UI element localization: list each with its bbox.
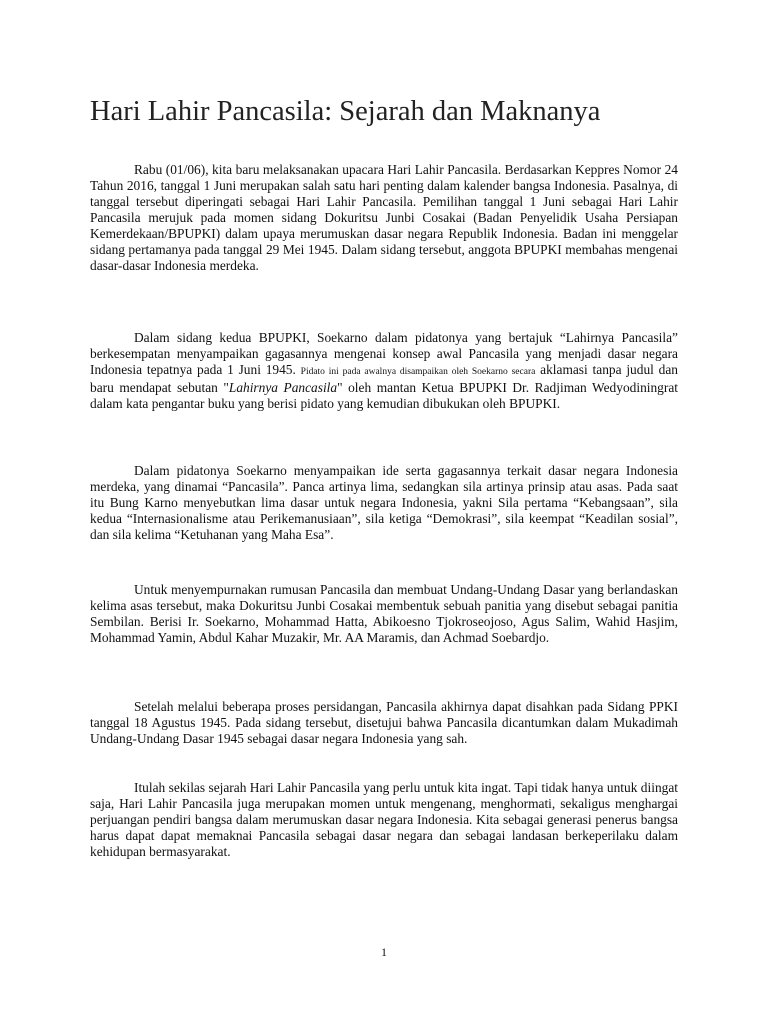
paragraph-3: Dalam pidatonya Soekarno menyampaikan ide serta gagasannya terkait dasar negara Indonesia merdeka, yang dinamai “Pancasila”. Panca artinya lima, sedangkan sila artinya prinsip atau asas. Pada saat itu Bung Karno menyebutkan lima dasar untuk negara Indonesia, yakni Sila pertama “Kebangsaan”, sila kedua “Internasionalisme atau Perikemanusiaan”, sila ketiga “Demokrasi”, sila keempat “Keadilan sosial”, dan sila kelima “Ketuhanan yang Maha Esa”. [90,463,678,542]
paragraph-4: Untuk menyempurnakan rumusan Pancasila dan membuat Undang-Undang Dasar yang berlandaskan kelima asas tersebut, maka Dokuritsu Junbi Cosakai membentuk sebuah panitia yang disebut sebagai panitia Sembilan. Berisi Ir. Soekarno, Mohammad Hatta, Abikoesno Tjokroseojoso, Agus Salim, Wahid Hasjim, Mohammad Yamin, Abdul Kahar Muzakir, Mr. AA Maramis, dan Achmad Soebardjo. [90,582,678,645]
paragraph-2-text-end: " oleh mantan Ketua BPUPKI Dr. Radjiman Wedyodiningrat dalam kata pengantar buku yang berisi pidato yang kemudian dibukukan oleh BPUPKI. [90,380,678,411]
paragraph-1: Rabu (01/06), kita baru melaksanakan upacara Hari Lahir Pancasila. Berdasarkan Keppres Nomor 24 Tahun 2016, tanggal 1 Juni merupakan salah satu hari penting dalam kalender bangsa Indonesia. Pasalnya, di tanggal tersebut diperingati sebagai Hari Lahir Pancasila. Pemilihan tanggal 1 Juni sebagai Hari Lahir Pancasila merujuk pada momen sidang Dokuritsu Junbi Cosakai (Badan Penyelidik Usaha Persiapan Kemerdekaan/BPUPKI) dalam upaya merumuskan dasar negara Republik Indonesia. Badan ini menggelar sidang pertamanya pada tanggal 29 Mei 1945. Dalam sidang tersebut, anggota BPUPKI membahas mengenai dasar-dasar Indonesia merdeka. [90,162,678,273]
paragraph-2-text-middle: aklamasi tanpa judul dan baru mendapat sebutan " [90,362,678,395]
paragraph-2-italic-term: Lahirnya Pancasila [228,380,338,395]
document-title: Hari Lahir Pancasila: Sejarah dan Maknanya [90,96,601,127]
paragraph-5: Setelah melalui beberapa proses persidangan, Pancasila akhirnya dapat disahkan pada Sidang PPKI tanggal 18 Agustus 1945. Pada sidang tersebut, disetujui bahwa Pancasila dicantumkan dalam Mukadimah Undang-Undang Dasar 1945 sebagai dasar negara Indonesia yang sah. [90,699,678,746]
paragraph-6: Itulah sekilas sejarah Hari Lahir Pancasila yang perlu untuk kita ingat. Tapi tidak hanya untuk diingat saja, Hari Lahir Pancasila juga merupakan momen untuk mengenang, menghormati, sekaligus menghargai perjuangan pendiri bangsa dalam merumuskan dasar negara Indonesia. Kita sebagai generasi penerus bangsa harus dapat dapat memaknai Pancasila sebagai dasar negara dan sebagai landasan berkeperilaku dalam kehidupan bermasyarakat. [90,780,678,859]
paragraph-2 [90,330,678,412]
paragraph-2-text-start: Dalam sidang kedua BPUPKI, Soekarno dalam pidatonya yang bertajuk “Lahirnya Pancasila” berkesempatan menyampaikan gagasannya mengenai konsep awal Pancasila yang menjadi dasar negara Indonesia tepatnya pada 1 Juni 1945. [90,330,678,377]
paragraph-2-small-note: Pidato ini pada awalnya disampaikan oleh Soekarno secara [300,367,536,377]
page-number: 1 [381,945,387,959]
